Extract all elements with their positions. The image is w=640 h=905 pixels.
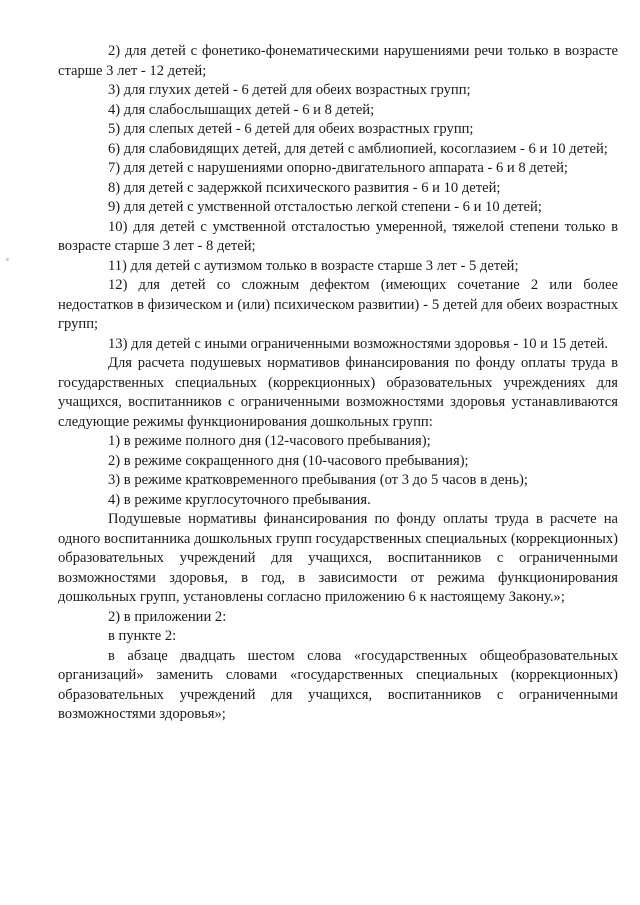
paragraph-appendix-2: 2) в приложении 2: bbox=[108, 608, 227, 625]
paragraph-mode-2-short-day: 2) в режиме сокращенного дня (10-часового пребывания); bbox=[108, 452, 469, 469]
paragraph-item-5-blind: 5) для слепых детей - 6 детей для обеих возрастных групп; bbox=[108, 121, 474, 137]
paragraph-item-7-musculoskeletal: 7) для детей с нарушениями опорно-двигательного аппарата - 6 и 8 детей; bbox=[108, 160, 568, 176]
paragraph-mode-4-round-the-clock: 4) в режиме круглосуточного пребывания. bbox=[108, 491, 371, 508]
paragraph-item-2-phonetic: 2) для детей с фонетико-фонематическими нарушениями речи только в возрасте старше 3 лет - 12 детей; bbox=[58, 43, 618, 79]
paragraph-item-9-mild-disability: 9) для детей с умственной отсталостью легкой степени - 6 и 10 детей; bbox=[108, 199, 542, 215]
paragraph-mode-3-brief-stay: 3) в режиме кратковременного пребывания (от 3 до 5 часов в день); bbox=[108, 472, 528, 488]
paragraph-item-10-moderate-disability: 10) для детей с умственной отсталостью умеренной, тяжелой степени только в возрасте старше 3 лет - 8 детей; bbox=[58, 218, 618, 254]
paragraph-item-6-visually-impaired: 6) для слабовидящих детей, для детей с амблиопией, косоглазием - 6 и 10 детей; bbox=[108, 140, 608, 157]
paragraph-item-3-deaf: 3) для глухих детей - 6 детей для обеих возрастных групп; bbox=[108, 82, 471, 98]
paragraph-mode-1-full-day: 1) в режиме полного дня (12-часового пребывания); bbox=[108, 433, 431, 449]
paragraph-item-12-complex-defect: 12) для детей со сложным дефектом (имеющих сочетание 2 или более недостатков в физическом и (или) психическом развитии) - 5 детей для обеих возрастных групп; bbox=[58, 277, 618, 332]
paragraph-funding-modes-intro: Для расчета подушевых нормативов финансирования по фонду оплаты труда в государственных специальных (коррекционных) образовательных учреждениях для учащихся, воспитанников с ограниченными возможностями здоровья устанавливаются следующие режимы функционирования дошкольных групп: bbox=[58, 355, 618, 430]
paragraph-item-13-other: 13) для детей с иными ограниченными возможностями здоровья - 10 и 15 детей. bbox=[108, 335, 609, 352]
paragraph-funding-norms: Подушевые нормативы финансирования по фонду оплаты труда в расчете на одного воспитанника дошкольных групп государственных специальных (коррекционных) образовательных учреждений для учащихся, воспитанников с ограниченными возможностями здоровья, в год, в зависимости от режима функционирования дошкольных групп, установлены согласно приложению 6 к настоящему Закону.»; bbox=[58, 511, 618, 605]
document-body bbox=[58, 42, 618, 725]
paragraph-clause-2: в пункте 2: bbox=[108, 628, 177, 644]
paragraph-item-4-hard-of-hearing: 4) для слабослышащих детей - 6 и 8 детей; bbox=[108, 101, 375, 118]
paragraph-item-11-autism: 11) для детей с аутизмом только в возрасте старше 3 лет - 5 детей; bbox=[108, 257, 519, 274]
margin-speck bbox=[6, 258, 9, 261]
paragraph-amendment-26th: в абзаце двадцать шестом слова «государственных общеобразовательных организаций» заменить словами «государственных специальных (коррекционных) образовательных учреждений для учащихся, воспитанников с ограниченными возможностями здоровья»; bbox=[58, 647, 618, 722]
paragraph-item-8-developmental-delay: 8) для детей с задержкой психического развития - 6 и 10 детей; bbox=[108, 179, 501, 196]
